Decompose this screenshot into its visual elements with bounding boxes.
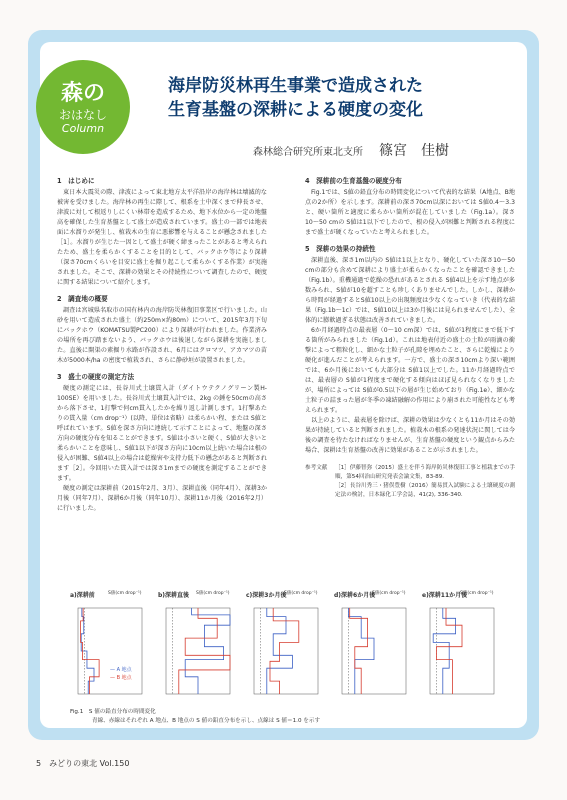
- chart-unit: S値(cm drop⁻¹): [372, 591, 406, 596]
- chart-plot: [158, 598, 236, 698]
- author-affiliation: 森林総合研究所東北支所: [253, 147, 363, 158]
- article-title: [168, 74, 508, 122]
- chart-title: c)深耕3か月後: [246, 592, 287, 599]
- chart-panel: [246, 590, 324, 700]
- chart-unit: S値(cm drop⁻¹): [460, 591, 494, 596]
- chart-title: e)深耕11か月後: [422, 592, 468, 599]
- badge-line-2: おはなし: [58, 108, 107, 122]
- paragraph: 東日本大震災の際、津波によって東北地方太平洋沿岸の海岸林は壊滅的な被害を受けました。海岸林の再生に際して、根系を土中深くまで伸長させ、津波に対して根返りしにくい林帯を造成するため、地下水位から一定の地盤高を確保した生育基盤として盛土が造成されています。盛土の一部では地表面に水溜りが発生し、植栽木の生育に悪影響を与えることが懸念されました［1］。水溜りが生じた一因として盛土が硬く締まったことがあると考えられたため、盛土を柔らかくすることを目的として、バックホウ等により深耕（深さ70cmくらいを目安に盛土を掘り起こして柔らかくする作業）が実施されました。そこで、深耕の効果とその持続性について調査したので、硬度に関する結果について紹介します。: [57, 189, 267, 286]
- title-line-1: 海岸防災林再生事業で造成された: [168, 76, 423, 96]
- chart-title: b)深耕直後: [158, 592, 190, 599]
- reference-item: ［2］長谷川秀三・猪俣豊樹（2016）簡易貫入試験による土壌硬度の測定法の検討，日本緑化工学会誌，41(2), 336-340.: [335, 483, 516, 498]
- chart-plot: [70, 598, 148, 698]
- column-badge: [36, 60, 130, 154]
- legend-entry: — A 地点: [110, 667, 132, 673]
- section-heading: 3 盛土の硬度の測定方法: [57, 373, 135, 381]
- paragraph: 深耕直後、深さ1m以内の S値は1以上となり、硬化していた深さ10〜50 cmの部分も含めて深耕により盛土が柔らかくなったことを確認できました（Fig.1b）。重機通過で乾燥の恐れがあるとされる S値4以上を示す地点が多数みられ、S値が10を超すことも珍しくありませんでした。しかし、深耕から時間が経過するとS値10以上の出現頻度は少なくなっていき（代表的な結果（Fig.1b〜1c）では、S値10以上は3か月後には見られませんでした）、全体的に膨軟過ぎる状態は改善されていきました。: [305, 257, 515, 324]
- paragraph: 以上のように、最表層を除けば、深耕の効果は少なくとも11か月はその効果が持続していると判断されました。植栽木の根系の発達状況に関しては今後の調査を待たなければなりませんが、生育基盤の硬度という観点からみた場合、深耕は生育基盤の改善に効果があることが示されました。: [305, 417, 515, 454]
- paragraph: 調査は宮城県名取市の国有林内の海岸防災林復旧事業区で行いました。山砂を用いて造成された盛土（約250m×約80m）について、2015年3月下旬にバックホウ（KOMATSU製PC200）により深耕が行われました。作業済みの場所を再び踏まないよう、バックホウは後退しながら深耕を実施しました。直後に開渠の素掘り水路が作設され、6月にはクロマツ、アカマツの苗木が5000本/ha の密度で植栽され、さらに静砂垣が設置されました。: [57, 307, 267, 364]
- section-heading: 4 深耕前の生育基盤の硬度分布: [305, 177, 402, 185]
- caption-line-2: 青線、赤線はそれぞれ A 地点、B 地点の S 値の鉛直分布を示し、点線は S 値＝1.0 を示す: [92, 718, 321, 724]
- chart-plot: [246, 598, 324, 698]
- author-name: 篠宮 佳樹: [379, 143, 449, 159]
- chart-panel: [158, 590, 236, 700]
- plot-frame: [430, 608, 494, 694]
- title-line-2: 生育基盤の深耕による硬度の変化: [168, 100, 423, 120]
- references-label: 参考文献: [305, 465, 328, 471]
- caption-label: Fig.1: [70, 709, 84, 715]
- plot-frame: [78, 608, 142, 694]
- badge-line-1: 森の: [60, 81, 105, 106]
- section-heading: 2 調査地の概要: [57, 295, 108, 303]
- paragraph: 硬度の測定には、長谷川式土壌貫入計（ダイトウテクノグリーン製H-100SE）を用いました。長谷川式土壌貫入計では、2kg の錘を50cmの高さから落下させ、1打撃で何cm貫入したかを繰り返し計測します。1打撃あたりの貫入量（cm drop⁻¹）(以降、単位は省略）は柔らかい程、または S値と呼ばれています。S値を深さ方向に連続して示すことによって、地盤の深さ方向の硬度分布を知ることができます。S値は小さいと硬く、S値が大きいと柔らかいことを意味し、S値1以下が深さ方向に10cm以上続いた場合は根の侵入が困難、S値4以上の場合は乾燥害や支持力低下の懸念があると判断されます［2］。今回用いた貫入計では深さ1mまでの硬度を測定することができます。: [57, 385, 267, 482]
- chart-unit: S値(cm drop⁻¹): [108, 591, 142, 596]
- chart-unit: S値(cm drop⁻¹): [196, 591, 230, 596]
- caption-line-1: S 値の鉛直分布の時間変化: [88, 709, 156, 715]
- page-number: 5: [36, 759, 42, 768]
- section-heading: 5 深耕の効果の持続性: [305, 245, 376, 253]
- legend-entry: — B 地点: [110, 675, 132, 681]
- section-heading: 1 はじめに: [57, 177, 95, 185]
- paragraph: 硬度の測定は深耕前（2015年2月、3月）、深耕直後（同年4月）、深耕3か月後（同年7月）、深耕6か月後（同年10月）、深耕11か月後（2016年2月）に行いました。: [57, 485, 267, 512]
- chart-panel: [70, 590, 148, 700]
- paragraph: Fig.1では、S値の鉛直分布の時間変化について代表的な結果（A地点、B地点の2か所）を示します。深耕前の深さ70cm以深においては S値0.4〜3.3と、硬い箇所と適度に柔らかい箇所が混在していました（Fig.1a）。深さ10〜50 cmの S値は1以下でしたので、根の侵入が困難と判断される程度にまで盛土が硬くなっていたと考えられました。: [305, 189, 515, 236]
- badge-line-3: Column: [61, 122, 105, 135]
- reference-item: ［1］伊藤智弥（2015）盛土を伴う海岸防災林復旧工事と植栽までの手順，第54回治山研究発表会論文集，83-89.: [335, 465, 516, 480]
- references: [305, 464, 515, 500]
- chart-unit: S値(cm drop⁻¹): [284, 591, 318, 596]
- chart-plot: [334, 598, 412, 698]
- chart-title: d)深耕6か月後: [334, 592, 376, 599]
- chart-plot: [422, 598, 500, 698]
- chart-panel: [422, 590, 500, 700]
- page-footer: [36, 758, 129, 769]
- series-line-b: [350, 608, 368, 694]
- series-line-b: [270, 608, 299, 694]
- figure-1-charts: [70, 590, 510, 702]
- chart-title: a)深耕前: [70, 592, 95, 599]
- figure-caption: [70, 708, 490, 726]
- author-line: [253, 140, 449, 160]
- series-line-a: [185, 608, 230, 694]
- paragraph: 6か月経過時点の最表層（0〜10 cm深）では、S値が1程度にまで低下する箇所がみられました（Fig.1d）。これは地表付近の盛土の土粒が雨滴の衝撃によって粗粒化し、細かな土粒子が孔隙を埋めたこと、さらに乾燥により硬化が進んだことが考えられます。一方で、盛土の深さ10cmより深い範囲では、6か月後においても大部分は S値1以上でした。11か月経過時点では、最表層の S値が1程度まで硬化する傾向はほぼ見られなくなりましたが、場所によっては S値が0.5以下の層が生じ始めており（Fig.1e）、細かな土粒子の詰まった層が冬季の凍結融解の作用により崩された可能性なども考えられます。: [305, 327, 515, 414]
- chart-panel: [334, 590, 412, 700]
- left-column: [57, 170, 267, 514]
- magazine-name: みどりの東北 Vol.150: [49, 759, 130, 768]
- right-column: [305, 170, 515, 500]
- series-line-b: [179, 608, 230, 694]
